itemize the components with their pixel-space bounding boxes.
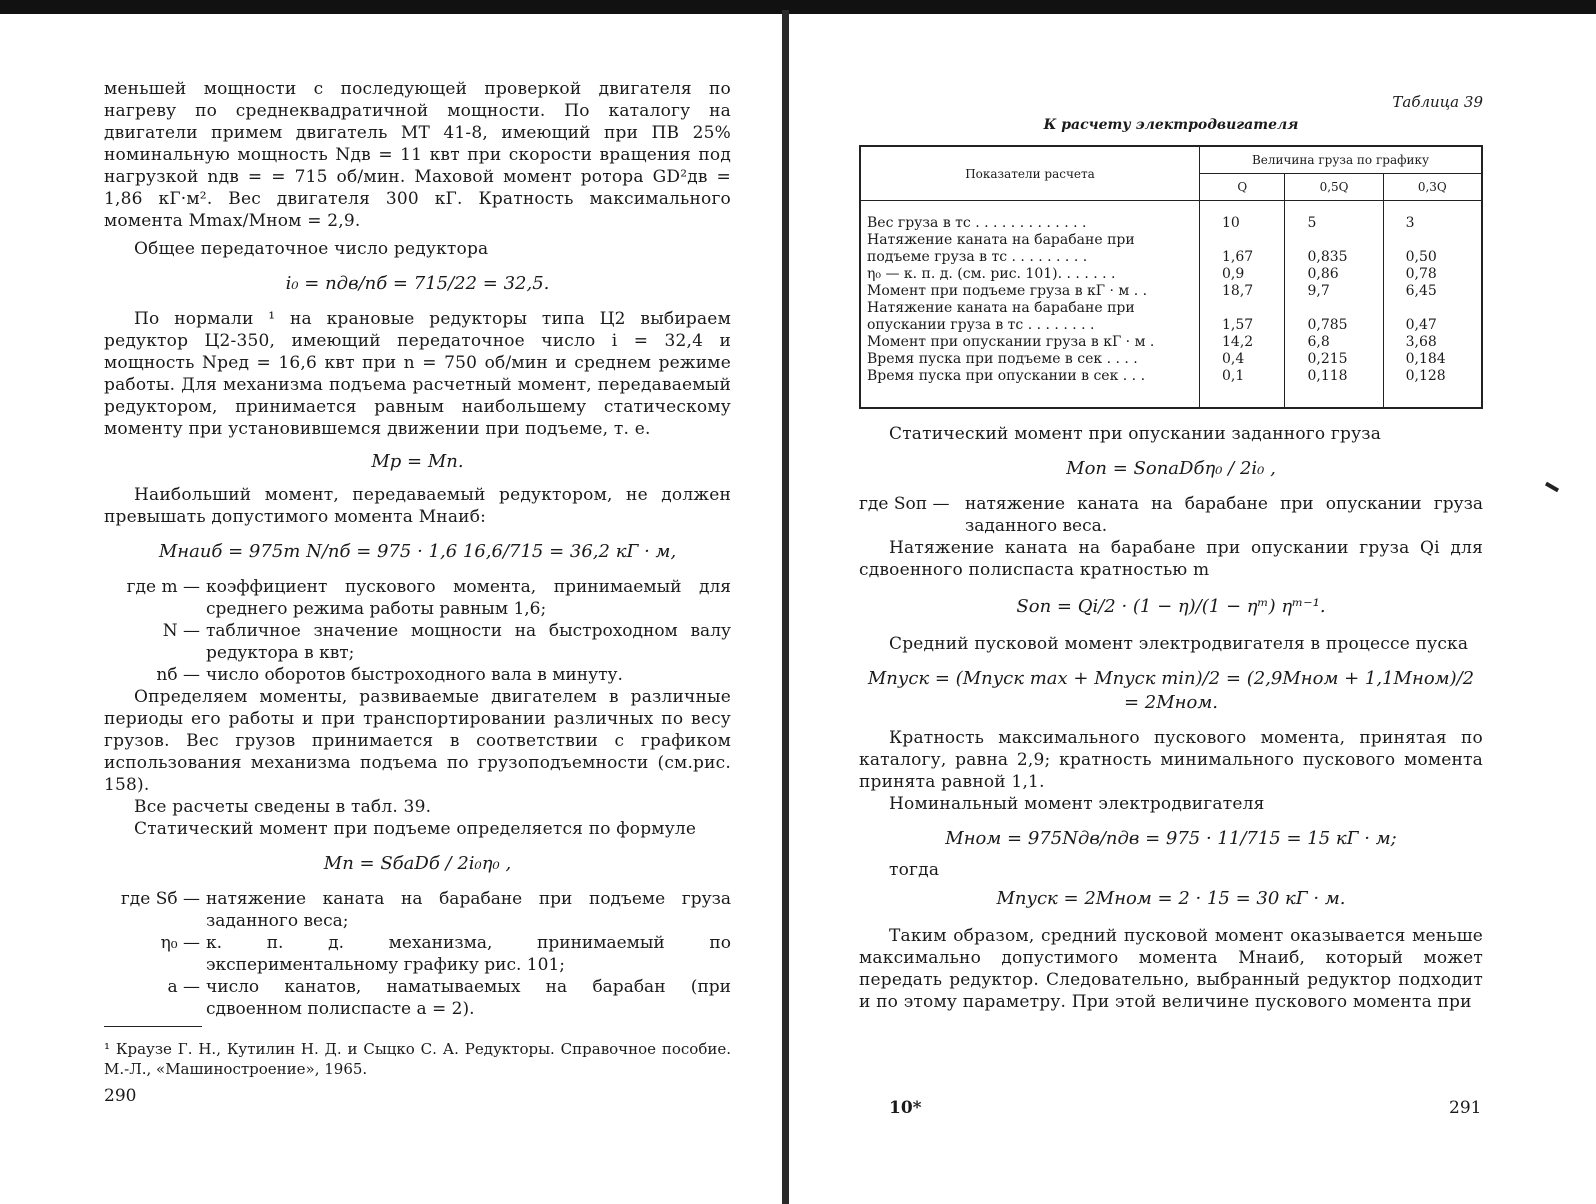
table-row [860, 351, 1482, 368]
table-cell-value [1200, 232, 1285, 249]
paragraph-avg-start-moment: Средний пусковой момент электродвигателя в процессе пуска [889, 634, 1469, 654]
table-cell-value: 9,7 [1285, 283, 1383, 300]
right-page [789, 0, 1596, 1204]
table-row [860, 368, 1482, 408]
definition-symbol: η₀ — [160, 933, 200, 953]
footnote-text: ¹ Краузе Г. Н., Кутилин Н. Д. и Сыцко С. А. Редукторы. Справочное пособие. М.-Л., «Машиностроение», 1965. [104, 1040, 731, 1078]
table-row [860, 283, 1482, 300]
table-cell-value: 0,785 [1285, 317, 1383, 334]
definitions-list-2 [104, 888, 731, 1020]
definition-text: коэффициент пускового момента, принимаемый для среднего режима работы равным 1,6; [206, 577, 731, 619]
table-cell-value [1285, 232, 1383, 249]
formula-mn: Mn = SбaDб / 2i₀η₀ , [323, 853, 512, 874]
calculation-table [859, 145, 1483, 409]
table-caption: К расчету электродвигателя [1043, 117, 1299, 133]
definition-symbol: a — [167, 977, 200, 997]
table-row [860, 317, 1482, 334]
paragraph-conclusion: Таким образом, средний пусковой момент оказывается меньше максимально допустимого момента Mнаиб, который может передать редуктор. Следовательно, выбранный редуктор подходит и по этому параметру. При этой величине пускового момента при [859, 926, 1483, 1012]
table-cell-value: 0,184 [1405, 351, 1446, 367]
table-cell-value [1285, 300, 1383, 317]
definition-text: натяжение каната на барабане при подъеме груза заданного веса; [206, 889, 731, 931]
table-cell-value [1383, 232, 1482, 249]
definition-symbol: где Sоп — [859, 494, 950, 514]
table-cell-label: η₀ — к. п. д. (см. рис. 101). . . . . . . [860, 266, 1200, 283]
table-cell-value: 6,45 [1405, 283, 1437, 299]
paragraph-gear-ratio-intro: Общее передаточное число редуктора [134, 239, 489, 259]
formula-mp: Mp = Mn. [371, 451, 464, 472]
signature-mark: 10* [889, 1098, 922, 1118]
table-cell-label: Время пуска при опускании в сек . . . [860, 368, 1200, 408]
right-page-body [859, 93, 1483, 1013]
formula-mon: Mоп = SопaDбη₀ / 2i₀ , [1066, 458, 1276, 479]
table-cell-value: 1,57 [1200, 317, 1285, 334]
table-cell-value: 3,68 [1405, 334, 1437, 350]
formula-mnaib: Mнаиб = 975m N/nб = 975 · 1,6 16,6/715 = 36,2 кГ · м, [158, 541, 677, 562]
table-cell-value: 10 [1200, 201, 1285, 233]
table-cell-value [1383, 300, 1482, 317]
definition-symbol: где Sб — [120, 889, 200, 909]
table-cell-label: подъеме груза в тс . . . . . . . . . [860, 249, 1200, 266]
paragraph-static-lowering: Статический момент при опускании заданного груза [889, 424, 1382, 444]
page-number-left: 290 [104, 1086, 137, 1106]
table-cell-value: 0,128 [1405, 368, 1446, 384]
table-cell-value: 1,67 [1200, 249, 1285, 266]
table-header-indicators: Показатели расчета [860, 146, 1200, 201]
table-cell-value: 0,4 [1200, 351, 1285, 368]
table-row [860, 300, 1482, 317]
left-page [0, 0, 782, 1204]
table-cell-value: 0,1 [1200, 368, 1285, 408]
table-header-q: Q [1200, 174, 1285, 201]
paragraph-moments: Определяем моменты, развиваемые двигателем в различные периоды его работы и при транспортировании различных по весу грузов. Вес грузов принимается в соответствии с графиком использования механизма подъема по грузоподъемности (см.рис. 158). [104, 687, 731, 795]
table-cell-label: Время пуска при подъеме в сек . . . . [860, 351, 1200, 368]
left-page-body [104, 78, 731, 1020]
book-spine [782, 10, 789, 1204]
definition-text: табличное значение мощности на быстроходном валу редуктора в квт; [206, 621, 731, 663]
table-cell-value [1200, 300, 1285, 317]
table-body [860, 201, 1482, 409]
definition-son [859, 493, 1483, 537]
definition-text: натяжение каната на барабане при опускании груза заданного веса. [965, 494, 1483, 536]
formula-mpusk: Mпуск = (Mпуск max + Mпуск min)/2 = (2,9Mном + 1,1Mном)/2 = 2Mном. [867, 668, 1475, 713]
table-cell-label: Натяжение каната на барабане при [860, 300, 1200, 317]
table-cell-value: 18,7 [1200, 283, 1285, 300]
paragraph-static-moment: Статический момент при подъеме определяется по формуле [134, 819, 697, 839]
table-header-group: Величина груза по графику [1200, 146, 1483, 174]
table-cell-label: Вес груза в тс . . . . . . . . . . . . . [860, 201, 1200, 233]
definition-symbol: N — [162, 621, 200, 641]
paragraph-then: тогда [889, 860, 940, 880]
definition-text: к. п. д. механизма, принимаемый по экспериментальному графику рис. 101; [206, 933, 731, 975]
definition-sb [104, 888, 731, 932]
table-row [860, 201, 1482, 233]
table-cell-label: опускании груза в тс . . . . . . . . [860, 317, 1200, 334]
definitions-list-1 [104, 576, 731, 686]
definition-text: число канатов, наматываемых на барабан (при сдвоенном полиспасте a = 2). [206, 977, 731, 1019]
table-cell-label: Момент при опускании груза в кГ · м . [860, 334, 1200, 351]
formula-mnom: Mном = 975Nдв/nдв = 975 · 11/715 = 15 кГ · м; [945, 828, 1397, 849]
footnote-block [104, 1026, 731, 1079]
table-cell-value: 0,86 [1285, 266, 1383, 283]
paragraph-multiplicity: Кратность максимального пускового момента, принятая по каталогу, равна 2,9; кратность минимального пускового момента принята равной 1,1. [859, 728, 1483, 792]
formula-i0: i₀ = nдв/nб = 715/22 = 32,5. [285, 273, 550, 294]
definition-symbol: где m — [126, 577, 200, 597]
table-cell-value: 0,47 [1405, 317, 1437, 333]
page-number-right: 291 [1449, 1098, 1482, 1118]
table-header-05q: 0,5Q [1285, 174, 1383, 201]
table-cell-value: 0,835 [1285, 249, 1383, 266]
table-cell-value: 0,9 [1200, 266, 1285, 283]
paragraph-reducer-selection: По нормали ¹ на крановые редукторы типа Ц2 выбираем редуктор Ц2-350, имеющий передаточное число i = 32,4 и мощность Nред = 16,6 квт при n = 750 об/мин и среднем режиме работы. Для механизма подъема расчетный момент, передаваемый редуктором, принимается равным наибольшему статическому моменту при установившемся движении при подъеме, т. е. [104, 309, 731, 439]
definition-symbol: nб — [156, 665, 200, 685]
footnote-rule [104, 1026, 202, 1027]
definition-a [104, 976, 731, 1020]
paragraph-nominal-moment: Номинальный момент электродвигателя [889, 794, 1265, 814]
table-row [860, 266, 1482, 283]
table-cell-value: 5 [1285, 201, 1383, 233]
definition-m [104, 576, 731, 620]
paragraph-motor-selection: меньшей мощности с последующей проверкой двигателя по нагреву по среднеквадратичной мощности. По каталогу на двигатели примем двигатель МТ 41-8, имеющий при ПВ 25% номинальную мощность Nдв = 11 квт при скорости вращения под нагрузкой nдв = = 715 об/мин. Маховой момент ротора GD²дв = 1,86 кГ·м². Вес двигателя 300 кГ. Кратность максимального момента Mmax/Mном = 2,9. [104, 79, 731, 231]
table-row [860, 334, 1482, 351]
definition-n [104, 620, 731, 664]
definition-text: число оборотов быстроходного вала в минуту. [206, 665, 623, 685]
table-label: Таблица 39 [1392, 93, 1483, 111]
table-cell-value: 0,118 [1285, 368, 1383, 408]
table-cell-label: Натяжение каната на барабане при [860, 232, 1200, 249]
paragraph-max-moment: Наибольший момент, передаваемый редуктором, не должен превышать допустимого момента Mнаиб: [104, 485, 731, 527]
table-cell-value: 3 [1405, 215, 1415, 231]
table-row [860, 249, 1482, 266]
definition-nb [104, 664, 731, 686]
paragraph-table-ref: Все расчеты сведены в табл. 39. [134, 797, 432, 817]
table-cell-value: 14,2 [1200, 334, 1285, 351]
formula-mpusk2: Mпуск = 2Mном = 2 · 15 = 30 кГ · м. [996, 888, 1346, 909]
formula-son: Sоп = Qi/2 · (1 − η)/(1 − ηᵐ) ηᵐ⁻¹. [1016, 596, 1326, 617]
table-cell-label: Момент при подъеме груза в кГ · м . . [860, 283, 1200, 300]
table-cell-value: 0,215 [1285, 351, 1383, 368]
definition-eta0 [104, 932, 731, 976]
table-cell-value: 6,8 [1285, 334, 1383, 351]
table-row [860, 232, 1482, 249]
table-cell-value: 0,78 [1405, 266, 1437, 282]
table-header-03q: 0,3Q [1383, 174, 1482, 201]
paragraph-rope-tension: Натяжение каната на барабане при опускании груза Qi для сдвоенного полиспаста кратностью m [859, 538, 1483, 580]
table-cell-value: 0,50 [1405, 249, 1437, 265]
